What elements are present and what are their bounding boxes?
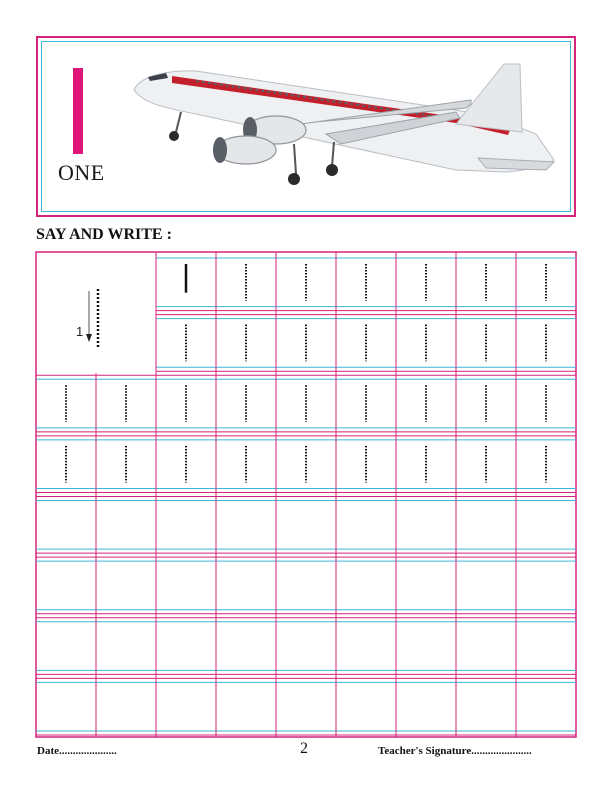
- trace-guides: [66, 264, 546, 483]
- date-field: Date.....................: [37, 745, 117, 757]
- page-number: 2: [300, 740, 308, 757]
- banner-word: ONE: [58, 160, 105, 185]
- say-and-write-heading: SAY AND WRITE :: [36, 226, 172, 243]
- stroke-demo: [76, 289, 98, 347]
- teacher-signature-field: Teacher's Signature......................: [378, 745, 532, 757]
- stroke-arrowhead: [86, 334, 92, 342]
- stroke-number: 1: [76, 324, 84, 339]
